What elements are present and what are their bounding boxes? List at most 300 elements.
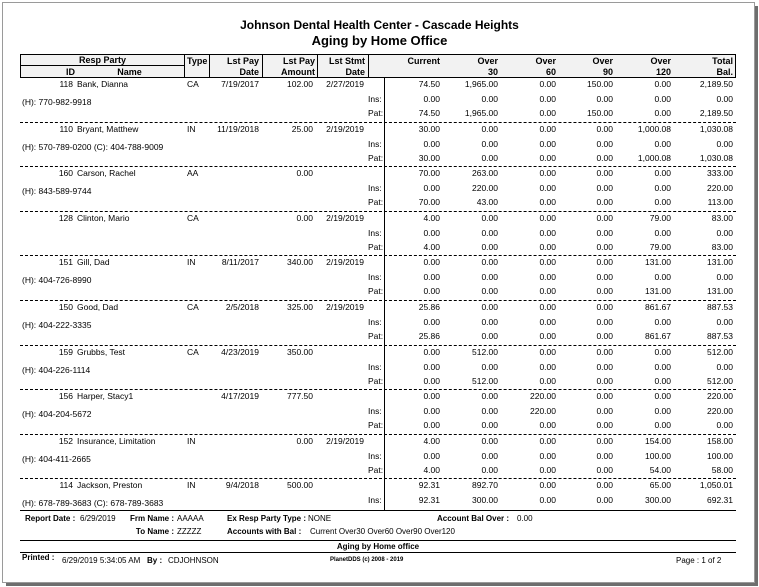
row-id: 156 (58, 391, 73, 401)
row-pat-amount: 0.00 (481, 465, 498, 475)
row-amount: 30.00 (418, 124, 440, 134)
row-last-pay-date: 9/4/2018 (225, 480, 259, 490)
row-phone: (H): 404-226-1114 (22, 365, 91, 375)
row-name: Clinton, Mario (77, 213, 130, 223)
row-ins-amount: 0.00 (654, 406, 671, 416)
row-ins-amount: 0.00 (596, 317, 613, 327)
ex-resp-value: NONE (308, 514, 332, 523)
row-ins-label: Ins: (368, 272, 382, 282)
row-pat-amount: 512.00 (472, 376, 498, 386)
row-name: Insurance, Limitation (77, 436, 156, 446)
row-pat-amount: 0.00 (481, 286, 498, 296)
row-pat-amount: 1,000.08 (637, 153, 671, 163)
row-ins-amount: 100.00 (707, 451, 733, 461)
row-amount: 0.00 (539, 124, 556, 134)
row-pat-label: Pat: (368, 376, 384, 386)
row-ins-amount: 0.00 (596, 183, 613, 193)
row-pat-amount: 0.00 (539, 108, 556, 118)
row-ins-amount: 0.00 (654, 94, 671, 104)
row-last-stmt-date: 2/19/2019 (326, 257, 364, 267)
row-ins-amount: 0.00 (481, 139, 498, 149)
footer-rule-top (20, 540, 736, 541)
row-id: 110 (59, 124, 73, 134)
row-last-pay-date: 11/19/2018 (217, 124, 259, 134)
row-id: 160 (58, 168, 73, 178)
row-amount: 0.00 (539, 480, 556, 490)
row-amount: 0.00 (481, 124, 498, 134)
page-number: Page : 1 of 2 (676, 556, 722, 565)
row-amount: 1,000.08 (637, 124, 671, 134)
row-amount: 892.70 (472, 480, 498, 490)
row-pat-amount: 0.00 (596, 286, 613, 296)
row-amount: 131.00 (645, 257, 671, 267)
page-shadow-bottom (6, 583, 758, 586)
footer-rule-bottom (20, 552, 736, 553)
header-lst-stmt-date: Lst Stmt (329, 56, 365, 66)
row-type: IN (187, 257, 196, 267)
row-ins-label: Ins: (368, 94, 382, 104)
row-ins-amount: 220.00 (472, 183, 498, 193)
row-last-stmt-date: 2/19/2019 (326, 124, 364, 134)
row-pat-amount: 0.00 (481, 331, 498, 341)
row-pat-amount: 0.00 (539, 420, 556, 430)
row-ins-amount: 0.00 (654, 317, 671, 327)
row-name: Gill, Dad (77, 257, 110, 267)
row-ins-amount: 0.00 (539, 94, 556, 104)
row-amount: 220.00 (530, 391, 556, 401)
row-ins-label: Ins: (368, 495, 382, 505)
row-last-stmt-date: 2/19/2019 (326, 302, 364, 312)
row-last-stmt-date: 2/19/2019 (326, 213, 364, 223)
row-ins-amount: 0.00 (423, 94, 440, 104)
row-ins-amount: 0.00 (654, 139, 671, 149)
row-amount: 263.00 (472, 168, 498, 178)
header-resp-party: Resp Party (78, 55, 127, 65)
footer-divider (20, 510, 736, 511)
row-ins-label: Ins: (368, 183, 382, 193)
row-last-pay-amount: 350.00 (287, 347, 313, 357)
row-pat-amount: 0.00 (539, 331, 556, 341)
row-name: Grubbs, Test (77, 347, 126, 357)
row-ins-amount: 0.00 (539, 183, 556, 193)
row-ins-label: Ins: (368, 317, 382, 327)
row-pat-label: Pat: (368, 197, 384, 207)
row-last-pay-amount: 340.00 (287, 257, 313, 267)
row-pat-amount: 0.00 (539, 153, 556, 163)
row-amount: 220.00 (707, 391, 733, 401)
row-ins-amount: 0.00 (423, 183, 440, 193)
row-ins-amount: 0.00 (596, 139, 613, 149)
row-amount: 0.00 (539, 257, 556, 267)
row-amount: 0.00 (654, 347, 671, 357)
row-pat-label: Pat: (368, 286, 384, 296)
row-pat-amount: 0.00 (654, 197, 671, 207)
row-separator (20, 122, 736, 123)
header-over90: Over (592, 56, 613, 66)
row-ins-amount: 220.00 (530, 406, 556, 416)
row-amount: 79.00 (649, 213, 671, 223)
row-amount: 65.00 (649, 480, 671, 490)
row-pat-amount: 0.00 (539, 242, 556, 252)
row-pat-amount: 2,189.50 (699, 108, 733, 118)
row-amount: 74.50 (418, 79, 440, 89)
row-ins-amount: 0.00 (716, 362, 733, 372)
row-ins-amount: 0.00 (423, 139, 440, 149)
row-type: CA (187, 79, 199, 89)
row-amount: 861.67 (645, 302, 671, 312)
row-pat-amount: 0.00 (596, 242, 613, 252)
row-pat-amount: 0.00 (596, 420, 613, 430)
row-pat-amount: 0.00 (539, 286, 556, 296)
row-ins-amount: 0.00 (654, 272, 671, 282)
row-ins-amount: 0.00 (539, 272, 556, 282)
header-name: Name (117, 67, 142, 77)
header-over30: Over (477, 56, 498, 66)
row-last-pay-date: 4/23/2019 (221, 347, 259, 357)
row-pat-amount: 25.86 (418, 331, 440, 341)
header-total-bal: Total (712, 56, 733, 66)
row-last-pay-amount: 0.00 (296, 436, 313, 446)
row-last-pay-amount: 0.00 (296, 168, 313, 178)
row-ins-amount: 0.00 (423, 406, 440, 416)
row-ins-amount: 692.31 (707, 495, 733, 505)
row-pat-amount: 0.00 (596, 153, 613, 163)
row-amount: 0.00 (423, 347, 440, 357)
header-id: ID (66, 67, 75, 77)
row-ins-amount: 0.00 (654, 228, 671, 238)
footer-title: Aging by Home office (336, 542, 420, 551)
row-last-pay-amount: 102.00 (287, 79, 313, 89)
row-last-pay-amount: 777.50 (287, 391, 313, 401)
report-title: Aging by Home Office (311, 33, 448, 48)
header-over120: Over (650, 56, 671, 66)
row-pat-amount: 58.00 (711, 465, 733, 475)
row-ins-amount: 0.00 (716, 272, 733, 282)
row-ins-label: Ins: (368, 451, 382, 461)
row-ins-amount: 0.00 (716, 139, 733, 149)
row-amount: 0.00 (654, 79, 671, 89)
row-ins-amount: 0.00 (481, 362, 498, 372)
row-amount: 0.00 (596, 168, 613, 178)
row-type: CA (187, 347, 199, 357)
row-phone: (H): 404-222-3335 (22, 320, 92, 330)
row-type: IN (187, 480, 196, 490)
row-amount: 0.00 (481, 213, 498, 223)
row-amount: 333.00 (707, 168, 733, 178)
header-over60: Over (535, 56, 556, 66)
row-amount: 0.00 (539, 213, 556, 223)
row-last-stmt-date: 2/19/2019 (326, 436, 364, 446)
row-type: CA (187, 302, 199, 312)
row-pat-amount: 131.00 (645, 286, 671, 296)
row-pat-amount: 70.00 (418, 197, 440, 207)
row-last-stmt-date: 2/27/2019 (326, 79, 364, 89)
row-pat-amount: 0.00 (654, 108, 671, 118)
by-value: CDJOHNSON (168, 556, 219, 565)
row-amount: 0.00 (539, 302, 556, 312)
row-phone: (H): 404-411-2665 (22, 454, 91, 464)
row-amount: 150.00 (587, 79, 613, 89)
row-type: CA (187, 213, 199, 223)
row-amount: 0.00 (596, 347, 613, 357)
row-type: IN (187, 436, 196, 446)
row-separator (20, 211, 736, 212)
row-pat-amount: 0.00 (654, 376, 671, 386)
row-amount: 0.00 (654, 391, 671, 401)
row-pat-amount: 0.00 (423, 420, 440, 430)
ex-resp-label: Ex Resp Party Type : (227, 514, 306, 523)
row-name: Jackson, Preston (77, 480, 143, 490)
row-ins-amount: 0.00 (716, 317, 733, 327)
row-ins-amount: 0.00 (539, 495, 556, 505)
row-pat-amount: 4.00 (423, 242, 440, 252)
row-id: 118 (59, 79, 73, 89)
row-pat-amount: 0.00 (596, 376, 613, 386)
row-phone: (H): 678-789-3683 (C): 678-789-3683 (22, 498, 164, 508)
row-amount: 0.00 (596, 391, 613, 401)
row-ins-amount: 0.00 (596, 495, 613, 505)
by-label: By : (147, 556, 163, 565)
row-ins-amount: 100.00 (645, 451, 671, 461)
page-shadow-right (755, 6, 758, 585)
row-pat-amount: 0.00 (596, 465, 613, 475)
row-ins-amount: 0.00 (539, 362, 556, 372)
row-phone: (H): 570-789-0200 (C): 404-788-9009 (22, 142, 164, 152)
row-last-pay-date: 8/11/2017 (221, 257, 259, 267)
row-pat-amount: 4.00 (423, 465, 440, 475)
row-amount: 0.00 (423, 391, 440, 401)
row-amount: 0.00 (481, 257, 498, 267)
row-pat-amount: 0.00 (654, 420, 671, 430)
row-ins-amount: 0.00 (596, 406, 613, 416)
row-id: 150 (58, 302, 73, 312)
row-ins-amount: 0.00 (481, 228, 498, 238)
row-amount: 4.00 (423, 213, 440, 223)
to-name-value: ZZZZZ (177, 527, 202, 536)
row-ins-label: Ins: (368, 406, 382, 416)
row-pat-amount: 83.00 (711, 242, 733, 252)
row-phone: (H): 843-589-9744 (22, 186, 92, 196)
row-amount: 0.00 (596, 257, 613, 267)
row-ins-amount: 0.00 (654, 362, 671, 372)
row-separator (20, 166, 736, 167)
row-phone: (H): 404-204-5672 (22, 409, 92, 419)
row-amount: 0.00 (654, 168, 671, 178)
row-name: Carson, Rachel (77, 168, 136, 178)
row-pat-label: Pat: (368, 420, 384, 430)
row-pat-amount: 79.00 (649, 242, 671, 252)
printed-value: 6/29/2019 5:34:05 AM (62, 556, 141, 565)
row-amount: 1,965.00 (464, 79, 498, 89)
row-ins-amount: 0.00 (596, 94, 613, 104)
row-ins-amount: 0.00 (654, 183, 671, 193)
row-ins-amount: 0.00 (716, 228, 733, 238)
row-id: 159 (58, 347, 73, 357)
row-ins-amount: 0.00 (423, 362, 440, 372)
row-separator (20, 300, 736, 301)
row-amount: 0.00 (539, 436, 556, 446)
row-amount: 154.00 (645, 436, 671, 446)
row-id: 152 (58, 436, 73, 446)
row-amount: 0.00 (481, 391, 498, 401)
row-ins-amount: 0.00 (596, 272, 613, 282)
row-pat-label: Pat: (368, 108, 384, 118)
row-last-pay-date: 2/5/2018 (225, 302, 259, 312)
row-pat-amount: 0.00 (423, 376, 440, 386)
row-pat-amount: 131.00 (707, 286, 733, 296)
row-separator (20, 345, 736, 346)
row-amount: 1,050.01 (699, 480, 733, 490)
row-pat-amount: 1,030.08 (699, 153, 733, 163)
row-ins-amount: 300.00 (472, 495, 498, 505)
row-amount: 0.00 (596, 480, 613, 490)
row-ins-amount: 0.00 (481, 451, 498, 461)
row-pat-amount: 0.00 (539, 376, 556, 386)
row-separator (20, 478, 736, 479)
row-amount: 0.00 (596, 302, 613, 312)
row-amount: 4.00 (423, 436, 440, 446)
row-pat-amount: 150.00 (587, 108, 613, 118)
row-ins-amount: 0.00 (423, 451, 440, 461)
row-pat-amount: 0.00 (716, 420, 733, 430)
row-amount: 0.00 (596, 213, 613, 223)
row-type: AA (187, 168, 199, 178)
row-name: Harper, Stacy1 (77, 391, 134, 401)
row-amount: 0.00 (481, 436, 498, 446)
row-pat-label: Pat: (368, 153, 384, 163)
row-name: Bryant, Matthew (77, 124, 139, 134)
row-amount: 512.00 (472, 347, 498, 357)
row-ins-amount: 92.31 (418, 495, 440, 505)
row-ins-amount: 0.00 (481, 406, 498, 416)
row-ins-amount: 0.00 (716, 94, 733, 104)
row-ins-label: Ins: (368, 139, 382, 149)
row-amount: 92.31 (418, 480, 440, 490)
row-last-pay-amount: 500.00 (287, 480, 313, 490)
row-amount: 0.00 (596, 436, 613, 446)
header-current: Current (407, 56, 440, 66)
row-amount: 1,030.08 (699, 124, 733, 134)
row-ins-amount: 0.00 (481, 317, 498, 327)
row-pat-amount: 43.00 (476, 197, 498, 207)
row-pat-label: Pat: (368, 331, 384, 341)
row-pat-label: Pat: (368, 465, 384, 475)
printed-label: Printed : (22, 553, 55, 562)
row-separator (20, 434, 736, 435)
row-ins-label: Ins: (368, 362, 382, 372)
row-ins-amount: 0.00 (481, 272, 498, 282)
row-ins-amount: 0.00 (423, 317, 440, 327)
row-pat-amount: 0.00 (481, 242, 498, 252)
row-pat-amount: 512.00 (707, 376, 733, 386)
row-id: 128 (58, 213, 73, 223)
row-amount: 25.86 (418, 302, 440, 312)
row-pat-amount: 1,965.00 (464, 108, 498, 118)
row-ins-amount: 220.00 (707, 406, 733, 416)
row-pat-amount: 0.00 (539, 197, 556, 207)
row-pat-amount: 0.00 (596, 197, 613, 207)
row-ins-amount: 0.00 (423, 228, 440, 238)
row-last-pay-amount: 325.00 (287, 302, 313, 312)
row-amount: 83.00 (711, 213, 733, 223)
row-pat-amount: 30.00 (418, 153, 440, 163)
row-phone: (H): 404-726-8990 (22, 275, 92, 285)
row-amount: 70.00 (418, 168, 440, 178)
row-phone: (H): 770-982-9918 (22, 97, 92, 107)
row-amount: 0.00 (596, 124, 613, 134)
row-ins-amount: 0.00 (539, 451, 556, 461)
row-last-pay-amount: 25.00 (291, 124, 313, 134)
row-ins-amount: 0.00 (596, 451, 613, 461)
row-pat-amount: 0.00 (481, 420, 498, 430)
report-date-label: Report Date : (25, 514, 76, 523)
row-separator (20, 389, 736, 390)
row-amount: 0.00 (481, 302, 498, 312)
accounts-value: Current Over30 Over60 Over90 Over120 (310, 527, 455, 536)
row-amount: 0.00 (539, 79, 556, 89)
row-last-pay-date: 4/17/2019 (221, 391, 259, 401)
clinic-name: Johnson Dental Health Center - Cascade Heights (240, 18, 519, 32)
frm-name-value: AAAAA (177, 514, 204, 523)
row-id: 114 (59, 480, 73, 490)
row-pat-amount: 861.67 (645, 331, 671, 341)
row-pat-amount: 54.00 (649, 465, 671, 475)
row-pat-amount: 0.00 (481, 153, 498, 163)
row-amount: 0.00 (423, 257, 440, 267)
copyright: PlanetDDS (c) 2008 - 2019 (330, 557, 404, 563)
row-ins-amount: 0.00 (539, 228, 556, 238)
row-amount: 0.00 (539, 347, 556, 357)
row-amount: 0.00 (539, 168, 556, 178)
row-name: Bank, Dianna (77, 79, 129, 89)
row-amount: 2,189.50 (699, 79, 733, 89)
row-ins-amount: 0.00 (539, 139, 556, 149)
row-ins-label: Ins: (368, 228, 382, 238)
row-ins-amount: 300.00 (645, 495, 671, 505)
row-last-pay-date: 7/19/2017 (221, 79, 259, 89)
row-pat-amount: 0.00 (596, 331, 613, 341)
report-date-value: 6/29/2019 (80, 514, 116, 523)
row-amount: 887.53 (707, 302, 733, 312)
row-name: Good, Dad (77, 302, 119, 312)
row-id: 151 (58, 257, 73, 267)
row-amount: 512.00 (707, 347, 733, 357)
row-amount: 158.00 (707, 436, 733, 446)
header-lst-pay-date: Lst Pay (226, 56, 259, 66)
acct-bal-over-value: 0.00 (517, 514, 533, 523)
acct-bal-over-label: Account Bal Over : (437, 514, 510, 523)
row-last-pay-amount: 0.00 (296, 213, 313, 223)
to-name-label: To Name : (135, 527, 174, 536)
row-pat-amount: 0.00 (423, 286, 440, 296)
header-lst-pay-amount: Lst Pay (282, 56, 315, 66)
header-type: Type (187, 56, 208, 66)
row-separator (20, 255, 736, 256)
row-ins-amount: 0.00 (596, 228, 613, 238)
row-pat-amount: 74.50 (418, 108, 440, 118)
row-pat-amount: 0.00 (539, 465, 556, 475)
row-ins-amount: 0.00 (423, 272, 440, 282)
row-amount: 131.00 (707, 257, 733, 267)
row-pat-label: Pat: (368, 242, 384, 252)
column-header-bar: Resp Party ID Name Type Lst Pay Date Lst Pay Amount Lst Stmt Date Current Over 30 Over 60 Over 90 Over 120 Total Bal. (20, 54, 736, 78)
row-ins-amount: 220.00 (707, 183, 733, 193)
row-pat-amount: 887.53 (707, 331, 733, 341)
row-ins-amount: 0.00 (596, 362, 613, 372)
row-type: IN (187, 124, 196, 134)
accounts-label: Accounts with Bal : (227, 527, 302, 536)
row-pat-amount: 113.00 (707, 197, 733, 207)
